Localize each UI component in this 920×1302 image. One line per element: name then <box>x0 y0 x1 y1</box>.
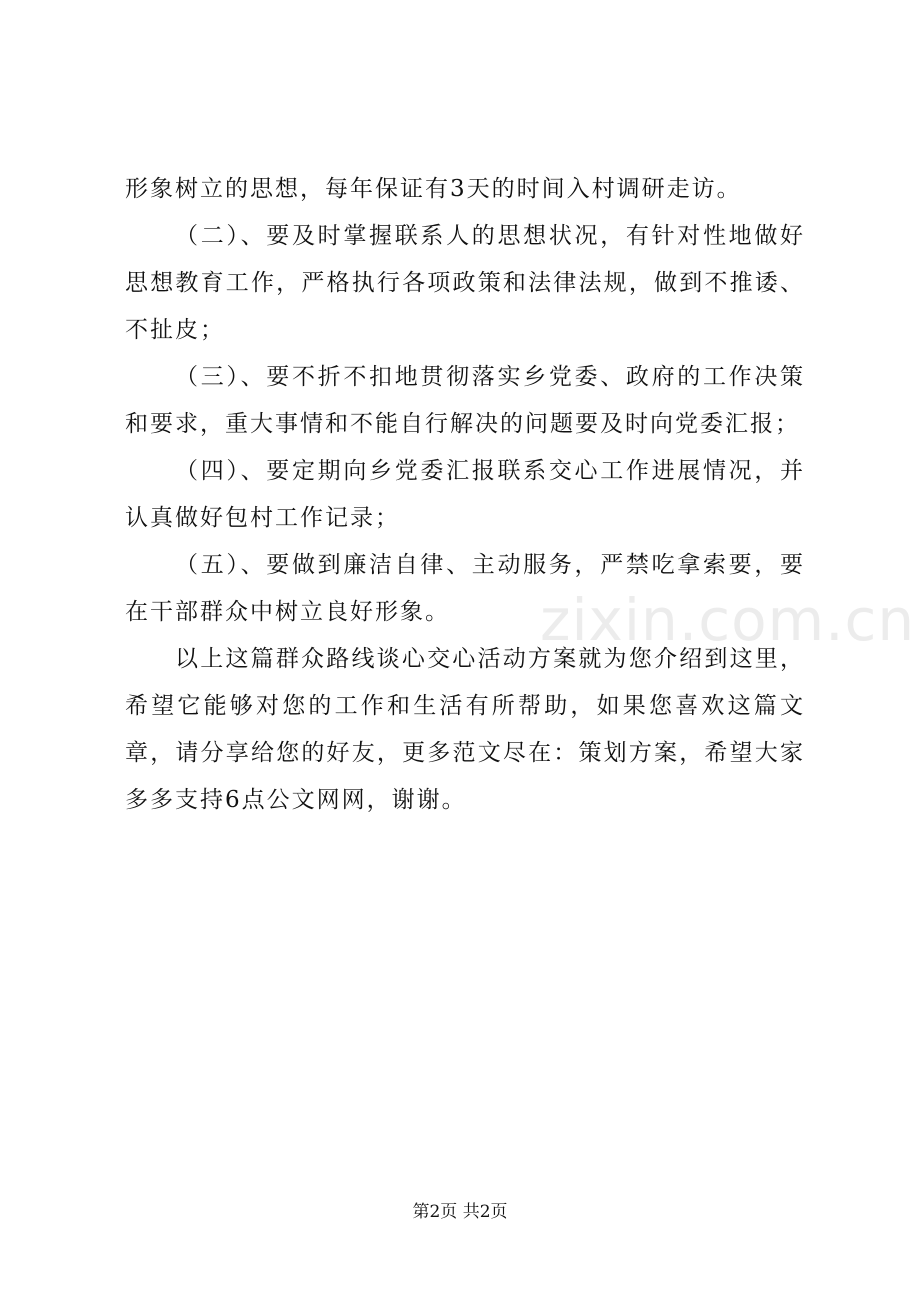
paragraph-item-5: （五）、要做到廉洁自律、主动服务，严禁吃拿索要，要在干部群众中树立良好形象。 <box>125 552 805 625</box>
paragraph-closing: 以上这篇群众路线谈心交心活动方案就为您介绍到这里，希望它能够对您的工作和生活有所帮助，如果您喜欢这篇文章，请分享给您的好友，更多范文尽在：策划方案，希望大家多多支持6点公文网网，谢谢。 <box>125 646 805 813</box>
paragraph-continuation: 形象树立的思想，每年保证有3天的时间入村调研走访。 <box>125 176 742 202</box>
paragraph-item-4: （四）、要定期向乡党委汇报联系交心工作进展情况，并认真做好包村工作记录； <box>125 458 805 531</box>
paragraph-item-3: （三）、要不折不扣地贯彻落实乡党委、政府的工作决策和要求，重大事情和不能自行解决的问题要及时向党委汇报； <box>125 364 805 437</box>
paragraph-item-2: （二）、要及时掌握联系人的思想状况，有针对性地做好思想教育工作，严格执行各项政策和法律法规，做到不推诿、不扯皮； <box>125 223 805 343</box>
page-number-footer: 第2页 共2页 <box>412 1202 508 1222</box>
watermark: zixin.com.cn <box>540 586 916 654</box>
document-body <box>125 166 805 824</box>
